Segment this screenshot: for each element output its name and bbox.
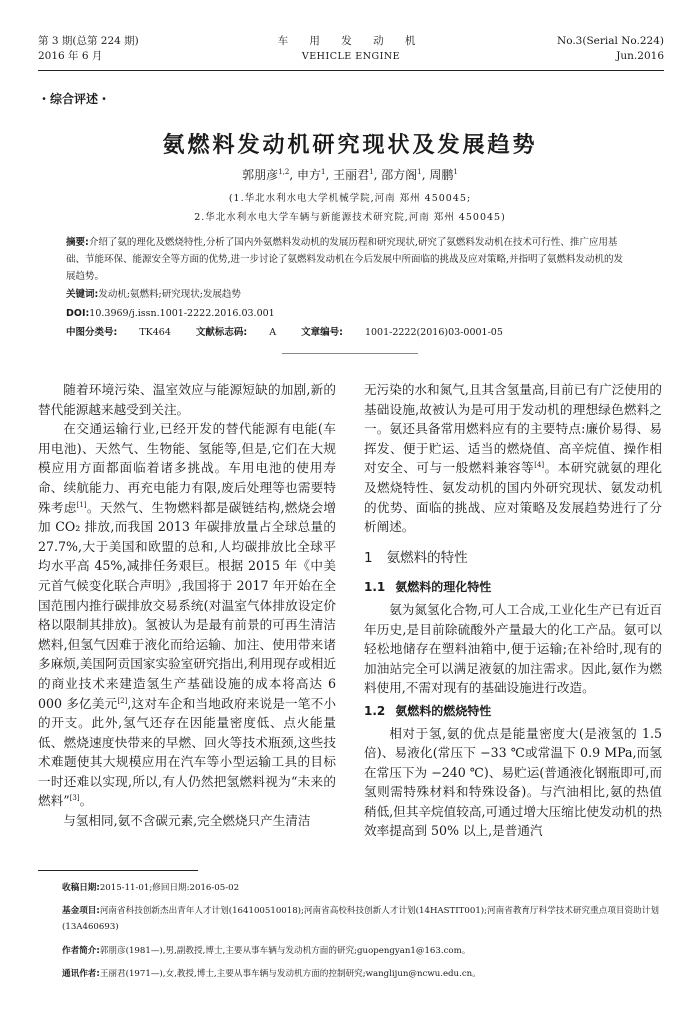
author-list: 郭朋彦$^{1,2}$, 申方$^1$, 王丽君$^1$, 邵方阁$^1$, 周鹏$^1$	[242, 168, 458, 182]
issue-cn: 第 3 期(总第 224 期)	[38, 35, 139, 47]
section-number: 1	[364, 549, 373, 566]
doi-value: 10.3969/j.issn.1001-2222.2016.03.001	[89, 308, 275, 319]
body-column-right	[364, 380, 662, 841]
body-column-left	[38, 380, 336, 831]
citation-ref: [1]	[76, 500, 87, 509]
subsection-heading	[364, 578, 662, 598]
author-name: 王丽君	[333, 168, 370, 182]
paragraph-text: 在交通运输行业,已经开发的替代能源有电能(车用电池)、天然气、生物能、氢能等,但是,它们在大规模应用方面都面临着诸多挑战。车用电池的使用寿命、续航能力、再充电能力有限,废后处理等也需要特殊考虑	[38, 421, 336, 515]
keywords-label: 关键词:	[66, 289, 99, 300]
subsection-heading	[364, 702, 662, 722]
footnote-fund	[62, 903, 664, 935]
doc-code-value: A	[269, 327, 277, 338]
paragraph: 氨为氮氢化合物,可人工合成,工业化生产已有近百年历史,是目前除硫酸外产量最大的化工产品。氨可以轻松地储存在塑料油箱中,便于运输;在补给时,现有的加油站完全可以满足液氨的加注需求。因此,氨作为燃料使用,不需对现有的基础设施进行改造。	[364, 601, 662, 696]
clc-value: TK464	[139, 327, 171, 338]
section-heading	[364, 549, 662, 569]
article-no-label: 文章编号:	[301, 327, 343, 338]
section-title: 氨燃料的特性	[386, 549, 468, 566]
footnote-text: 王丽君(1971—),女,教授,博士,主要从事车辆与发动机方面的控制研究;wanglijun@ncwu.edu.cn。	[99, 969, 481, 979]
paragraph-text: 无污染的水和氮气,且其含氢量高,目前已有广泛使用的基础设施,故被认为是可用于发动机的理想绿色燃料之一。氨还具备常用燃料应有的主要特点:廉价易得、易挥发、便于贮运、适当的燃烧值、高辛烷值、操作相对安全、可与一般燃料兼容等	[364, 382, 662, 476]
footnote-received	[62, 880, 664, 896]
doi-label: DOI:	[66, 308, 90, 319]
paragraph: 与氢相同,氨不含碳元素,完全燃烧只产生清洁	[63, 813, 311, 829]
running-header	[38, 34, 664, 68]
affiliation-2: 2.华北水利水电大学车辆与新能源技术研究院,河南 郑州 450045)	[194, 212, 506, 223]
footnote-corresponding	[62, 966, 664, 982]
footnote-text: 郭朋彦(1981—),男,副教授,博士,主要从事车辆与发动机方面的研究;guopengyan1@163.com。	[99, 946, 471, 956]
author-affil-mark: 1	[417, 168, 422, 176]
abstract-divider	[282, 353, 418, 354]
issue-en: No.3(Serial No.224)	[557, 35, 664, 47]
author-affil-mark: 1	[320, 168, 326, 176]
abstract-label: 摘要:	[66, 237, 89, 248]
author-name: 邵方阁	[381, 168, 418, 182]
citation-ref: [4]	[534, 461, 545, 470]
subsection-title: 氨燃料的理化特性	[395, 580, 492, 595]
paragraph	[38, 419, 336, 811]
footnote-rule	[38, 870, 198, 871]
subsection-title: 氨燃料的燃烧特性	[395, 703, 492, 718]
footnote-label: 收稿日期:	[62, 883, 100, 893]
paragraph: 相对于氢,氨的优点是能量密度大(是液氢的 1.5 倍)、易液化(常压下 −33 ℃或常温下 0.9 MPa,而氢在常压下为 −240 ℃)、易贮运(普通液化钢瓶即可,而氢则需特殊材料和特殊设备)。与汽油相比,氨的热值稍低,但其辛烷值较高,可通过增大压缩比使发动机的热效率提高到 50% 以上,是普通汽	[364, 725, 662, 839]
author-name: 申方	[296, 168, 321, 182]
paragraph-text: 。本研究就氨的理化及燃烧特性、氨发动机的国内外研究现状、氨发动机的优势、面临的挑战、应对策略及发展趋势进行了分析阐述。	[364, 460, 663, 535]
footnote-author	[62, 943, 664, 959]
abstract	[66, 234, 632, 285]
classification-line	[66, 324, 632, 341]
article-no-value: 1001-2222(2016)03-0001-05	[364, 327, 503, 338]
subsection-number: 1.2	[364, 703, 386, 718]
header-rule	[38, 70, 664, 71]
article-title: 氨燃料发动机研究现状及发展趋势	[162, 133, 538, 158]
footnote-label: 作者简介:	[62, 946, 100, 956]
journal-name-cn: 车 用 发 动 机	[277, 35, 425, 47]
footnote-label: 通讯作者:	[62, 969, 100, 979]
footnote-label: 基金项目:	[62, 906, 100, 916]
citation-ref: [2]	[117, 696, 128, 705]
paragraph-text: ,这对车企和当地政府来说是一笔不小的开支。此外,氢气还存在因能量密度低、点火能量低、燃烧速度快带来的早燃、回火等技术瓶颈,这些技术难题使其大规模应用在汽车等小型运输工具的目标一时还难以实现,所以,有人仍然把氢燃料视为“未来的燃料”	[38, 695, 336, 809]
subsection-number: 1.1	[364, 580, 386, 595]
abstract-text: 介绍了氨的理化及燃烧特性,分析了国内外氨燃料发动机的发展历程和研究现状,研究了氨燃料发动机在技术可行性、推广应用基础、节能环保、能源安全等方面的优势,进一步讨论了氨燃料发动机在今后发展中所面临的挑战及应对策略,并指明了氨燃料发动机的发展趋势。	[66, 237, 624, 282]
author-name: 周鹏	[429, 168, 454, 182]
author-name: 郭朋彦	[242, 168, 279, 182]
paragraph-text: 。天然气、生物燃料都是碳链结构,燃烧会增加 CO₂ 排放,而我国 2013 年碳排放量占全球总量的 27.7%,大于美国和欧盟的总和,人均碳排放比全球平均水平高 45%,减排任务艰巨。根据 2015 年《中美元首气候变化联合声明》,我国将于 2017 年开始在全国范围内推行碳排放交易系统(对温室气体排放设定价格以限制其排放)。氢被认为是最有前景的可再生清洁燃料,但氢气因难于液化而给运输、加注、使用带来诸多麻烦,美国阿贡国家实验室研究指出,利用现存或相近的商业技术来建造氢生产基础设施的成本将高达 6 000 多亿美元	[38, 499, 336, 711]
doi	[66, 305, 632, 322]
date-cn: 2016 年 6 月	[38, 50, 103, 62]
footnote-text: 2015-11-01;修回日期:2016-05-02	[99, 883, 240, 893]
paragraph-text: 。	[79, 793, 93, 809]
keywords	[66, 286, 632, 303]
date-en: Jun.2016	[616, 50, 664, 62]
doc-code-label: 文献标志码:	[195, 327, 248, 338]
citation-ref: [3]	[69, 794, 80, 803]
column-label: ・综合评述・	[38, 92, 111, 106]
footnote-text: 河南省科技创新杰出青年人才计划(164100510018);河南省高校科技创新人才计划(14HASTIT001);河南省教育厅科学技术研究重点项目资助计划(13A460693)	[62, 906, 659, 932]
author-affil-mark: 1	[369, 168, 374, 176]
journal-name-en: VEHICLE ENGINE	[301, 51, 401, 62]
keywords-text: 发动机;氨燃料;研究现状;发展趋势	[98, 289, 241, 300]
affiliation-1: (1.华北水利水电大学机械学院,河南 郑州 450045;	[228, 193, 472, 204]
paragraph	[364, 380, 662, 537]
author-affil-mark: 1	[453, 168, 458, 176]
header-right	[557, 34, 664, 64]
clc-label: 中图分类号:	[66, 327, 118, 338]
author-affil-mark: 1,2	[278, 168, 290, 176]
paragraph: 随着环境污染、温室效应与能源短缺的加剧,新的替代能源越来越受到关注。	[38, 382, 336, 417]
